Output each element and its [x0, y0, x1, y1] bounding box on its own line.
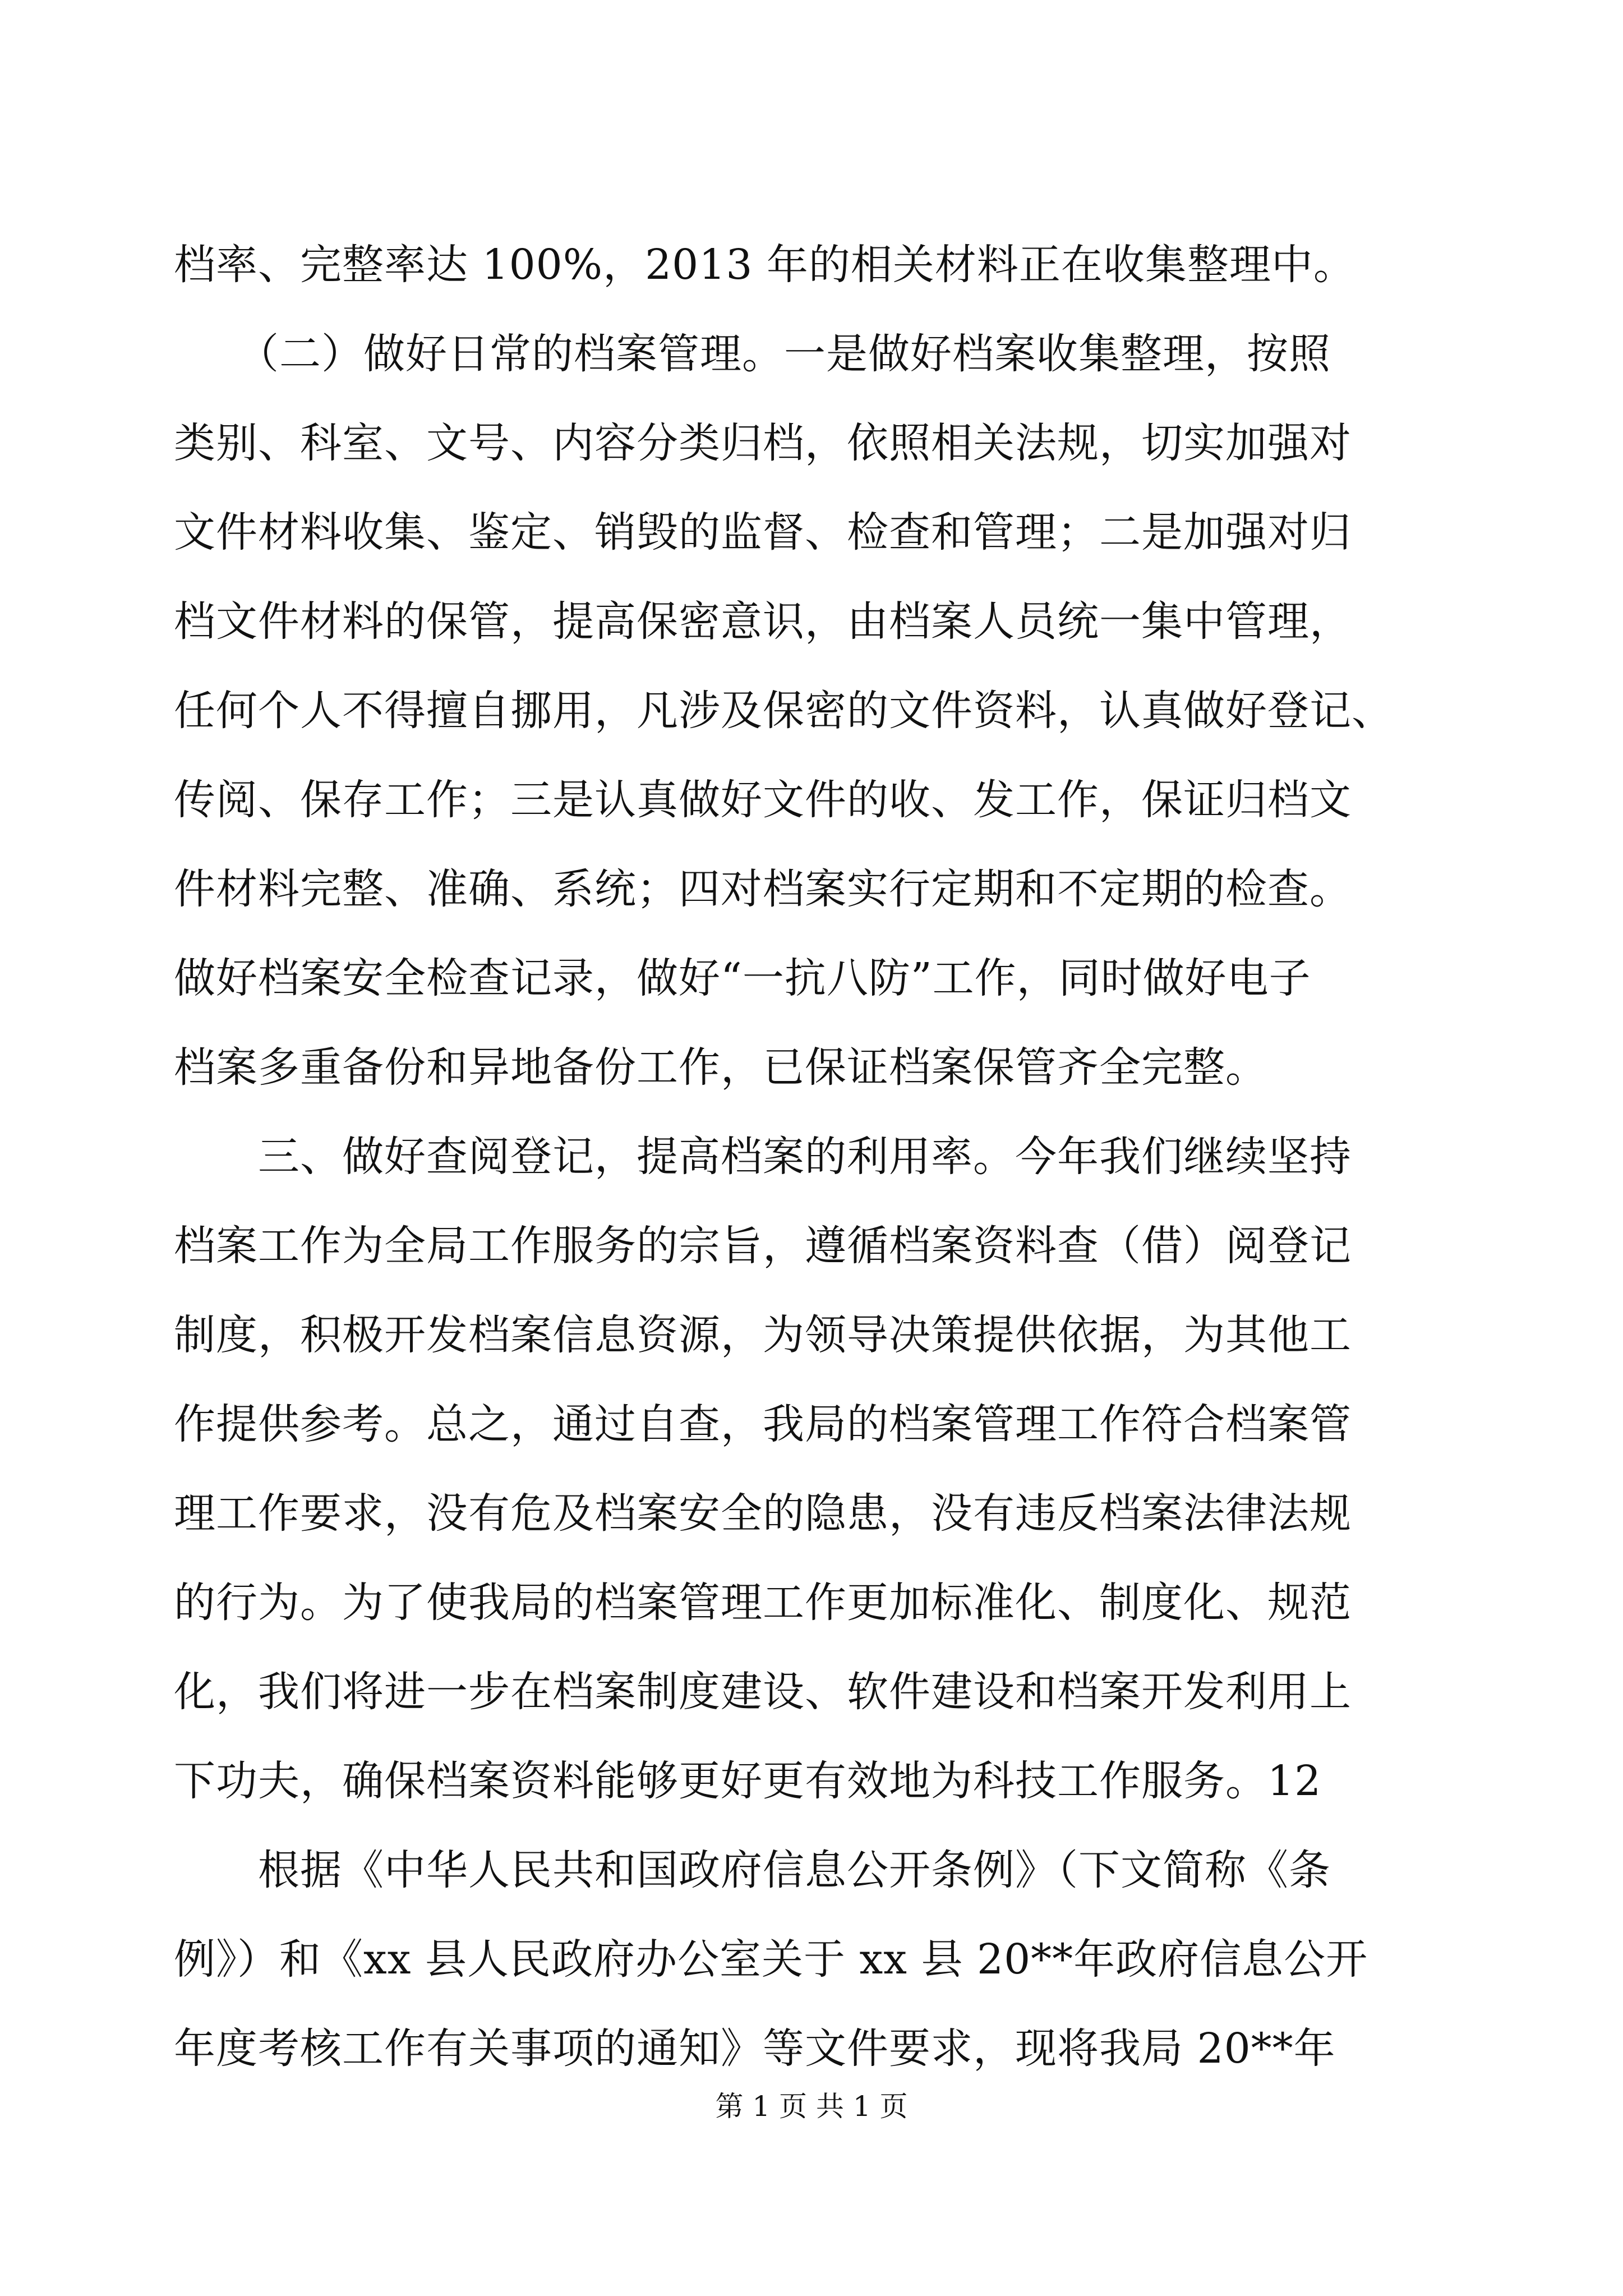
page-footer: 第 1 页 共 1 页 — [715, 2090, 908, 2123]
text-line: 档率、完整率达 100%，2013 年的相关材料正在收集整理中。 — [174, 241, 1355, 289]
text-line: 传阅、保存工作；三是认真做好文件的收、发工作，保证归档文 — [174, 776, 1352, 824]
text-line: 例》）和《xx 县人民政府办公室关于 xx 县 20**年政府信息公开 — [174, 1935, 1368, 1984]
text-line: 的行为。为了使我局的档案管理工作更加标准化、制度化、规范 — [174, 1579, 1352, 1627]
text-line: 化，我们将进一步在档案制度建设、软件建设和档案开发利用上 — [174, 1668, 1352, 1716]
text-line: （二）做好日常的档案管理。一是做好档案收集整理，按照 — [174, 330, 1331, 378]
body-text — [174, 220, 1453, 2093]
text-line: 制度，积极开发档案信息资源，为领导决策提供依据，为其他工 — [174, 1311, 1352, 1359]
text-line: 做好档案安全检查记录，做好“一抗八防”工作，同时做好电子 — [174, 954, 1311, 1002]
text-line: 档文件材料的保管，提高保密意识，由档案人员统一集中管理， — [174, 597, 1352, 646]
text-line: 任何个人不得擅自挪用，凡涉及保密的文件资料，认真做好登记、 — [174, 687, 1394, 735]
text-line: 件材料完整、准确、系统；四对档案实行定期和不定期的检查。 — [174, 865, 1352, 913]
text-line: 年度考核工作有关事项的通知》等文件要求，现将我局 20**年 — [174, 2024, 1336, 2073]
text-line: 下功夫，确保档案资料能够更好更有效地为科技工作服务。12 — [174, 1757, 1322, 1805]
text-line: 档案多重备份和异地备份工作，已保证档案保管齐全完整。 — [174, 1043, 1267, 1092]
text-line: 理工作要求，没有危及档案安全的隐患，没有违反档案法律法规 — [174, 1489, 1352, 1538]
text-line: 档案工作为全局工作服务的宗旨，遵循档案资料查（借）阅登记 — [174, 1222, 1352, 1270]
text-line: 三、做好查阅登记，提高档案的利用率。今年我们继续坚持 — [174, 1133, 1352, 1181]
text-line: 文件材料收集、鉴定、销毁的监督、检查和管理；二是加强对归 — [174, 508, 1352, 556]
text-line: 根据《中华人民共和国政府信息公开条例》（下文简称《条 — [174, 1846, 1331, 1894]
text-line: 作提供参考。总之，通过自查，我局的档案管理工作符合档案管 — [174, 1400, 1352, 1448]
text-line: 类别、科室、文号、内容分类归档，依照相关法规，切实加强对 — [174, 419, 1352, 467]
